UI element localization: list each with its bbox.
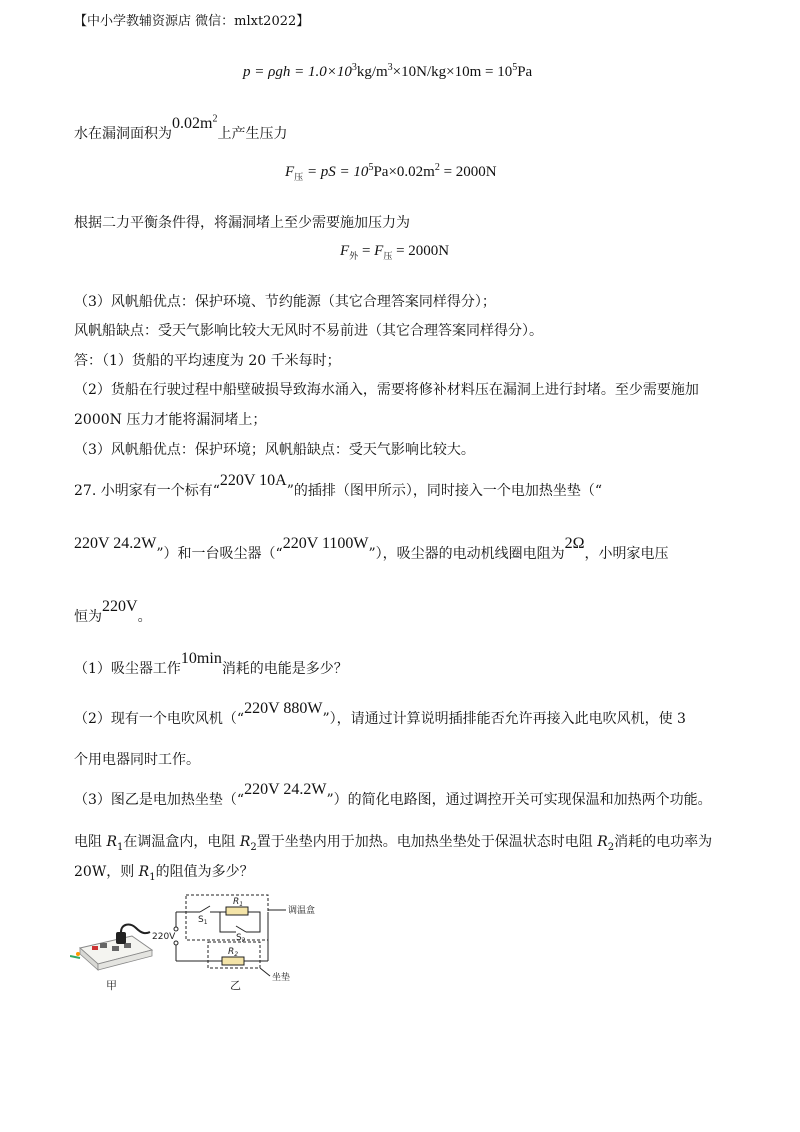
r2-sub: 2 xyxy=(250,841,257,853)
eq1-exp1: 3 xyxy=(351,62,357,73)
q27-sub1 xyxy=(74,650,348,679)
q27-s2a: （2）现有一个电吹风机（“ xyxy=(74,711,245,727)
r1-label: $R_1$ xyxy=(233,897,244,908)
watermark: 【中小学教辅资源店 微信：mlxt2022】 xyxy=(74,14,310,29)
line-sail-advantage: （3）风帆船优点：保护环境、节约能源（其它合理答案同样得分）； xyxy=(74,294,496,310)
r2-sub-2: 2 xyxy=(607,841,615,853)
q27-line3 xyxy=(74,598,152,627)
r1-sub: 1 xyxy=(117,841,124,853)
line-sail-disadvantage: 风帆船缺点：受天气影响比较大无风时不易前进（其它合理答案同样得分）。 xyxy=(74,323,543,339)
q27-s1b: 消耗的电能是多少？ xyxy=(221,661,348,677)
q27-sub3 xyxy=(74,781,712,810)
r1-symbol-2: R xyxy=(138,864,150,880)
eq3-eq: = xyxy=(358,243,375,259)
eq2-rest1: = pS = 10 xyxy=(303,164,369,180)
q27-s1a: （1）吸尘器工作 xyxy=(74,661,181,677)
r2-label: $R_2$ xyxy=(228,947,239,958)
q27-s3b: ”）的简化电路图，通过调控开关可实现保温和加热两个功能。 xyxy=(326,792,712,808)
area-exp: 2 xyxy=(212,113,218,125)
eq2-rest2: Pa×0.02m xyxy=(373,164,435,180)
line-answer-3: （3）风帆船优点：保护环境；风帆船缺点：受天气影响比较大。 xyxy=(74,442,475,458)
eq1-rest: ×10N/kg×10m = 10 xyxy=(392,64,513,80)
circuit-diagram xyxy=(174,895,286,976)
q27-s3a: （3）图乙是电加热坐垫（“ xyxy=(74,792,245,808)
box-label: 调温盒 xyxy=(288,906,316,916)
q27-l2b: ”），吸尘器的电动机线圈电阻为 xyxy=(368,546,565,562)
pad-rating: 220V 24.2W xyxy=(74,535,157,552)
eq3-F1: F xyxy=(340,243,350,259)
q27-l1b: ”的插排（图甲所示），同时接入一个电加热坐垫（“ xyxy=(286,483,603,499)
eq3-F2: F xyxy=(374,243,384,259)
caption-yi: 乙 xyxy=(230,979,241,992)
q27-line1 xyxy=(74,472,603,501)
eq1-exp2: 3 xyxy=(387,62,393,73)
eq1-pa: Pa xyxy=(517,64,533,80)
pad-rating-2: 220V 24.2W xyxy=(244,781,327,798)
s2-label: $S_2$ xyxy=(236,933,246,944)
para1-before: 水在漏洞面积为 xyxy=(74,126,172,142)
eq2-sub: 压 xyxy=(294,172,304,182)
line-answer-1: 答：（1）货船的平均速度为 20 千米每时； xyxy=(74,353,341,369)
eq1-lhs: p = ρgh = 1.0×10 xyxy=(243,64,352,80)
work-time: 10min xyxy=(180,650,222,667)
q27-sub2 xyxy=(74,700,686,729)
q27-sub2-cont: 个用电器同时工作。 xyxy=(74,752,200,768)
dryer-rating: 220V 880W xyxy=(244,700,323,717)
eq3-sub2: 压 xyxy=(383,251,393,261)
q27-l3a: 恒为 xyxy=(74,609,102,625)
area-paragraph xyxy=(74,113,288,144)
power-strip-image xyxy=(70,925,152,970)
q27-l2c: ，小明家电压 xyxy=(584,546,669,562)
q27-sub3-line2 xyxy=(74,832,712,852)
eq2-F: F xyxy=(285,164,295,180)
q27-sub3-line3 xyxy=(74,862,254,882)
q27-l2a: ”）和一台吸尘器（“ xyxy=(156,546,283,562)
q27-s2b: ”），请通过计算说明插排能否允许再接入此电吹风机，使 3 xyxy=(322,711,686,727)
q27-l1a: 27. 小明家有一个标有“ xyxy=(74,483,220,499)
s1-label: $S_1$ xyxy=(198,915,208,926)
line-answer-2-cont: 2000N 压力才能将漏洞堵上； xyxy=(74,412,267,428)
q27-l3b: 。 xyxy=(137,609,152,625)
r2-symbol: R xyxy=(239,834,251,850)
force-equation xyxy=(285,164,497,181)
r1-sub-2: 1 xyxy=(149,871,156,883)
external-force-equation xyxy=(340,243,449,260)
r1-symbol: R xyxy=(106,834,117,850)
area-value: 0.02m xyxy=(172,115,213,132)
caption-jia: 甲 xyxy=(106,979,117,992)
q27-line2 xyxy=(74,535,669,564)
eq1-exp3: 5 xyxy=(512,62,518,73)
home-voltage: 220V xyxy=(102,598,138,615)
para1-after: 上产生压力 xyxy=(217,126,288,142)
q27-s3d1: 20W，则 xyxy=(74,864,139,880)
voltage-label: 220V xyxy=(152,932,176,942)
q27-s3c3: 置于坐垫内用于加热。电加热坐垫处于保温状态时电阻 xyxy=(256,834,598,850)
balance-paragraph: 根据二力平衡条件得，将漏洞堵上至少需要施加压力为 xyxy=(74,215,410,231)
r2-symbol-2: R xyxy=(597,834,608,850)
q27-s3c4: 消耗的电功率为 xyxy=(614,834,713,850)
eq3-rest: = 2000N xyxy=(392,243,450,259)
eq2-exp1: 5 xyxy=(368,162,374,173)
eq2-exp2: 2 xyxy=(434,162,440,173)
q27-s3d2: 的阻值为多少？ xyxy=(155,864,254,880)
line-answer-2: （2）货船在行驶过程中船壁破损导致海水涌入，需要将修补材料压在漏洞上进行封堵。至少需要施加 xyxy=(74,382,699,398)
pad-label: 坐垫 xyxy=(272,973,291,983)
circuit-figures xyxy=(70,888,370,992)
eq3-sub1: 外 xyxy=(349,251,359,261)
vacuum-rating: 220V 1100W xyxy=(282,535,369,552)
eq1-unit: kg/m xyxy=(356,64,388,80)
coil-resistance: 2Ω xyxy=(564,535,585,552)
pressure-equation xyxy=(243,64,532,81)
strip-rating: 220V 10A xyxy=(219,472,287,489)
eq2-rest3: = 2000N xyxy=(439,164,497,180)
q27-s3c2: 在调温盒内，电阻 xyxy=(123,834,240,850)
q27-s3c1: 电阻 xyxy=(74,834,107,850)
